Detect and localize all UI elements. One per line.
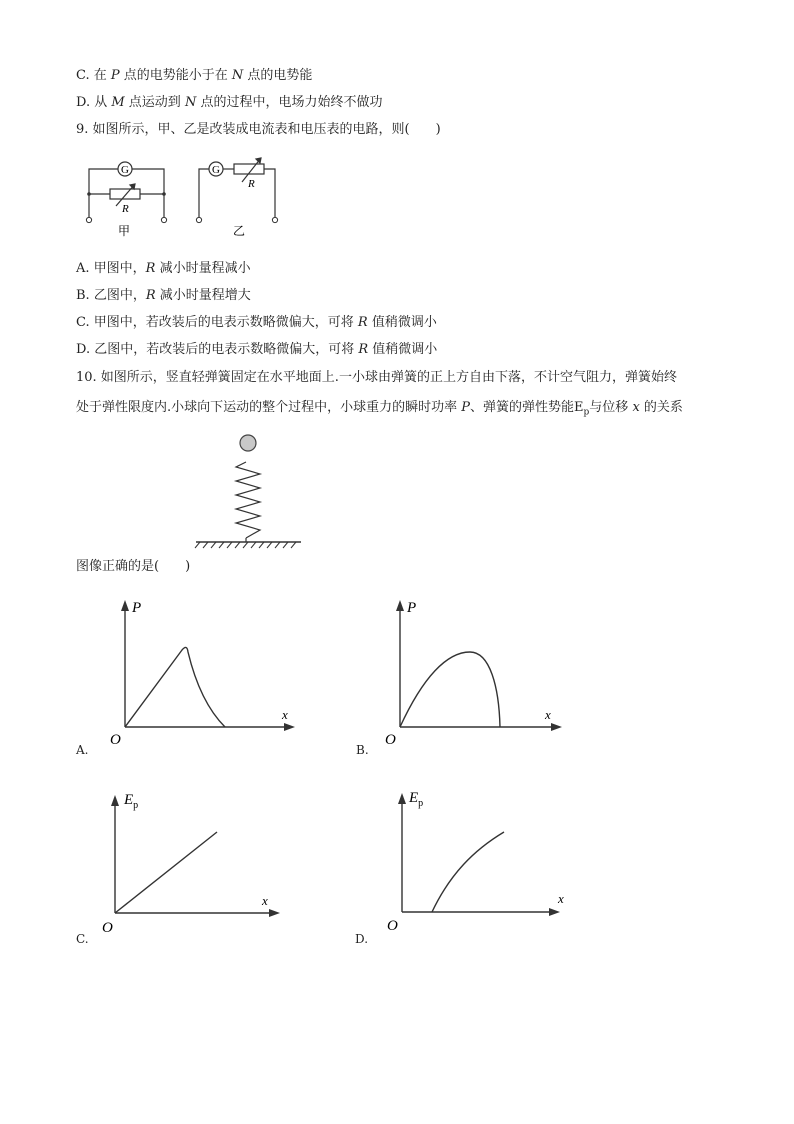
graph-d-label: D. — [355, 932, 369, 946]
q10-stem-line2: 处于弹性限度内.小球向下运动的整个过程中，小球重力的瞬时功率 P、弹簧的弹性势能$E_p$与位移 x 的关系 — [76, 400, 683, 418]
q9-stem: 9. 如图所示，甲、乙是改装成电流表和电压表的电路，则( ) — [76, 122, 441, 137]
q9-option-d: D. 乙图中，若改装后的电表示数略微偏大，可将 R 值稍微调小 — [76, 342, 438, 357]
graph-a — [100, 592, 300, 747]
q9-circuit-yi — [190, 152, 290, 242]
resistor-label-yi: R — [248, 178, 255, 190]
galvanometer-label-jia: G — [121, 164, 129, 176]
graph-d-xlabel: x — [558, 891, 564, 906]
q9-option-b: B. 乙图中，R 减小时量程增大 — [76, 288, 251, 303]
ball — [240, 435, 256, 451]
spring-ball-figure — [190, 430, 310, 555]
curve-b — [400, 652, 500, 727]
graph-c-ylabel: $E_p$ — [124, 792, 139, 811]
resistor-label-jia: R — [122, 203, 129, 215]
graph-a-xlabel: x — [282, 707, 288, 722]
q9-circuit-jia — [80, 152, 180, 242]
q9-option-c: C. 甲图中，若改装后的电表示数略微偏大，可将 R 值稍微调小 — [76, 315, 437, 330]
curve-d — [432, 832, 504, 912]
curve-a — [125, 647, 225, 727]
q8-option-c: C. 在 P 点的电势能小于在 N 点的电势能 — [76, 68, 313, 83]
graph-d-origin: O — [387, 918, 398, 934]
graph-c-origin: O — [102, 920, 113, 936]
graph-c-label: C. — [76, 932, 89, 946]
q8-option-d: D. 从 M 点运动到 N 点的过程中，电场力始终不做功 — [76, 95, 383, 110]
graph-a-label: A. — [76, 743, 89, 757]
graph-d-ylabel: $E_p$ — [409, 790, 424, 809]
graph-c — [95, 782, 295, 937]
curve-c — [115, 832, 217, 913]
spring — [236, 462, 260, 538]
q10-stem-line3: 图像正确的是( ) — [76, 559, 191, 574]
q9-option-a: A. 甲图中，R 减小时量程减小 — [76, 261, 251, 276]
graph-b — [375, 592, 575, 747]
graph-a-ylabel: P — [132, 600, 142, 616]
graph-b-ylabel: P — [407, 600, 417, 616]
graph-d — [382, 782, 582, 937]
graph-c-xlabel: x — [262, 893, 268, 908]
q10-stem-line1: 10. 如图所示，竖直轻弹簧固定在水平地面上.一小球由弹簧的正上方自由下落，不计空气阻力，弹簧始终 — [76, 370, 677, 385]
graph-a-origin: O — [110, 732, 121, 748]
galvanometer-label-yi: G — [212, 164, 220, 176]
graph-b-xlabel: x — [545, 707, 551, 722]
circuit-label-jia: 甲 — [118, 224, 131, 238]
circuit-label-yi: 乙 — [233, 224, 246, 238]
graph-b-label: B. — [356, 743, 369, 757]
graph-b-origin: O — [385, 732, 396, 748]
